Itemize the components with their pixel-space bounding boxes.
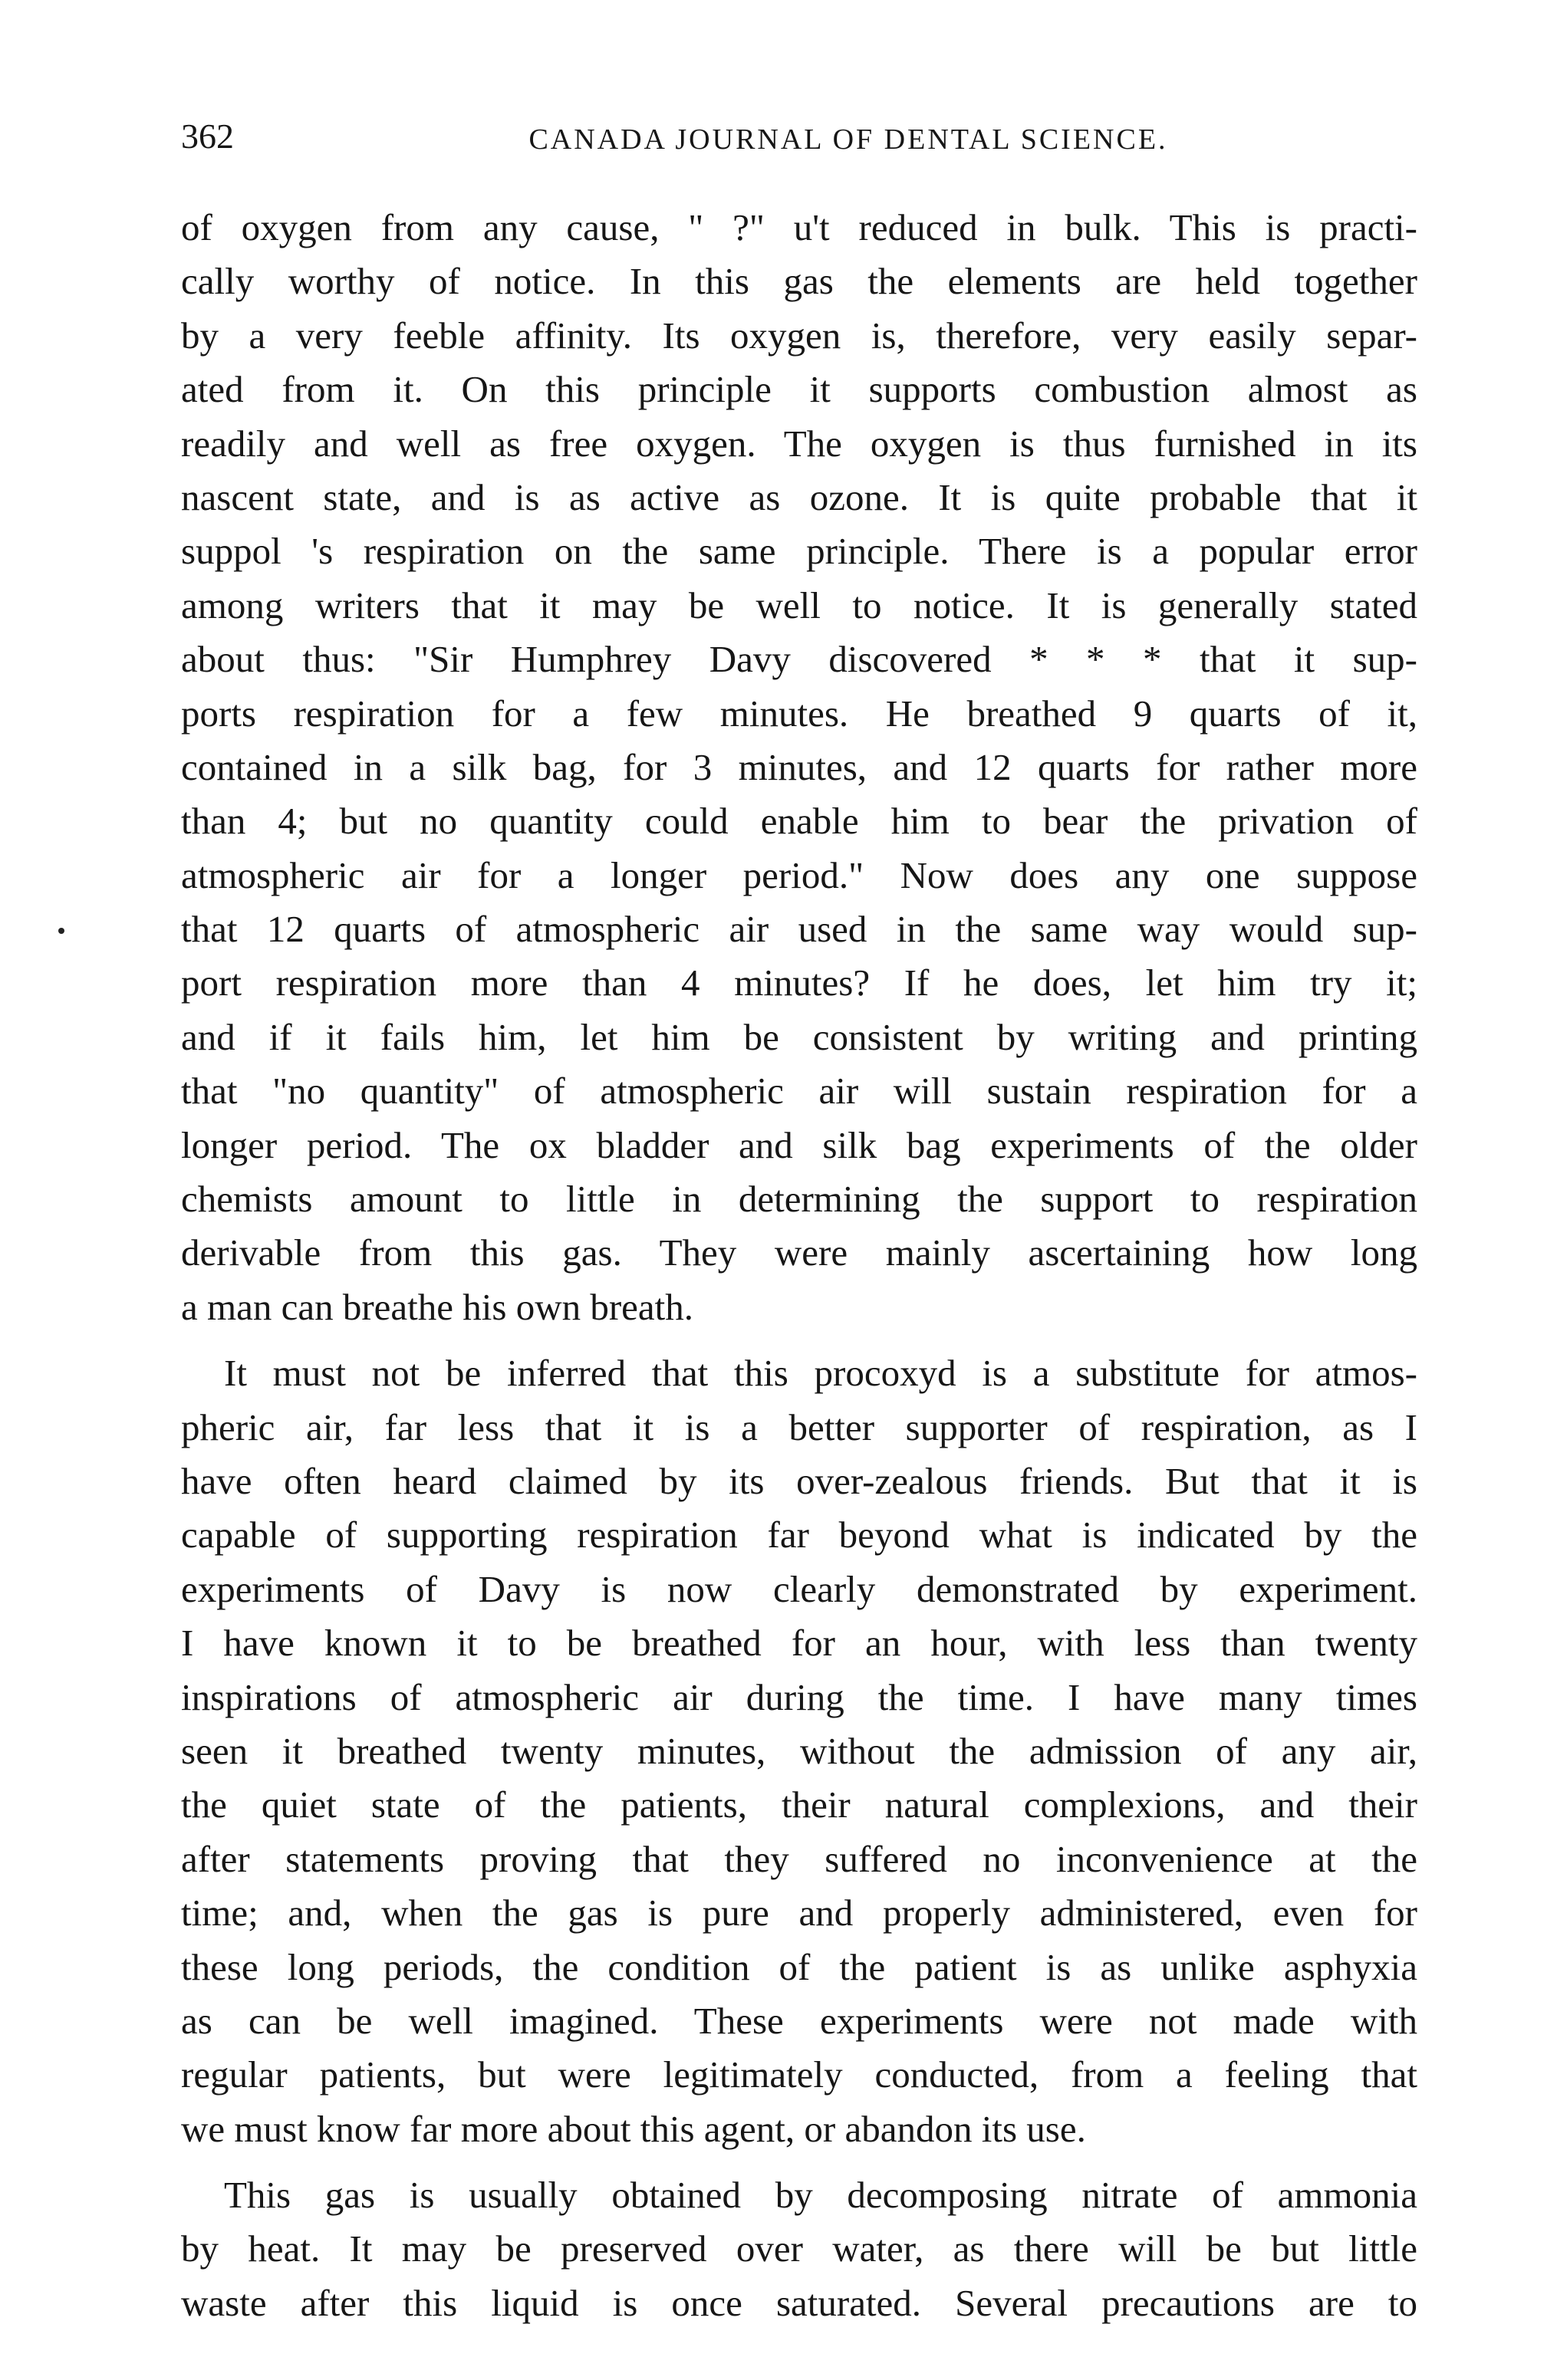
text-line: cally worthy of notice. In this gas the elements are held together xyxy=(181,260,1417,303)
text-line: by heat. It may be preserved over water, as there will be but little xyxy=(181,2227,1417,2270)
paragraph-1 xyxy=(181,201,1417,1334)
margin-mark xyxy=(58,928,64,934)
text-line: pheric air, far less that it is a better supporter of respiration, as I xyxy=(181,1405,1417,1448)
text-line: these long periods, the condition of the patient is as unlike asphyxia xyxy=(181,1945,1417,1988)
text-line: port respiration more than 4 minutes? If he does, let him try it; xyxy=(181,962,1417,1004)
text-line: as can be well imagined. These experiments were not made with xyxy=(181,1999,1417,2042)
text-line: than 4; but no quantity could enable him to bear the privation of xyxy=(181,800,1417,843)
text-line: about thus: "Sir Humphrey Davy discovered * * * that it sup- xyxy=(181,638,1417,681)
body-text xyxy=(181,201,1417,2330)
journal-title: CANADA JOURNAL OF DENTAL SCIENCE. xyxy=(528,123,1168,156)
text-line: I have known it to be breathed for an hour, with less than twenty xyxy=(181,1622,1417,1665)
text-line: suppol 's respiration on the same principle. There is a popular error xyxy=(181,530,1417,573)
text-line: chemists amount to little in determining the support to respiration xyxy=(181,1178,1417,1221)
text-line: capable of supporting respiration far beyond what is indicated by the xyxy=(181,1514,1417,1557)
text-line: among writers that it may be well to notice. It is generally stated xyxy=(181,583,1417,626)
text-line: experiments of Davy is now clearly demonstrated by experiment. xyxy=(181,1567,1417,1610)
text-line: derivable from this gas. They were mainly ascertaining how long xyxy=(181,1231,1417,1274)
text-line: ated from it. On this principle it supports combustion almost as xyxy=(181,368,1417,411)
text-line: a man can breathe his own breath. xyxy=(181,1285,694,1328)
text-line: contained in a silk bag, for 3 minutes, and 12 quarts for rather more xyxy=(181,745,1417,788)
text-line: It must not be inferred that this procoxyd is a substitute for atmos- xyxy=(224,1352,1417,1395)
text-line: atmospheric air for a longer period." Now does any one suppose xyxy=(181,853,1417,896)
text-line: This gas is usually obtained by decomposing nitrate of ammonia xyxy=(224,2174,1417,2217)
text-line: regular patients, but were legitimately conducted, from a feeling that xyxy=(181,2053,1417,2096)
text-line: the quiet state of the patients, their natural complexions, and their xyxy=(181,1783,1417,1826)
text-line: longer period. The ox bladder and silk bag experiments of the older xyxy=(181,1123,1417,1166)
paragraph-2 xyxy=(181,1346,1417,2156)
text-line: after statements proving that they suffered no inconvenience at the xyxy=(181,1837,1417,1880)
paragraph-3 xyxy=(181,2168,1417,2330)
text-line: readily and well as free oxygen. The oxygen is thus furnished in its xyxy=(181,422,1417,465)
text-line: time; and, when the gas is pure and properly administered, even for xyxy=(181,1892,1417,1935)
text-line: seen it breathed twenty minutes, without the admission of any air, xyxy=(181,1729,1417,1772)
text-line: of oxygen from any cause, " ?" u't reduced in bulk. This is practi- xyxy=(181,206,1417,248)
text-line: that "no quantity" of atmospheric air will sustain respiration for a xyxy=(181,1070,1417,1113)
text-line: nascent state, and is as active as ozone. It is quite probable that it xyxy=(181,475,1417,518)
running-head xyxy=(181,113,1417,159)
text-line: and if it fails him, let him be consistent by writing and printing xyxy=(181,1015,1417,1058)
text-line: inspirations of atmospheric air during the time. I have many times xyxy=(181,1675,1417,1718)
text-line: by a very feeble affinity. Its oxygen is, therefore, very easily separ- xyxy=(181,314,1417,357)
text-line: waste after this liquid is once saturated. Several precautions are to xyxy=(181,2281,1417,2324)
page-number: 362 xyxy=(181,117,234,156)
text-line: ports respiration for a few minutes. He breathed 9 quarts of it, xyxy=(181,692,1417,735)
text-line: that 12 quarts of atmospheric air used in the same way would sup- xyxy=(181,908,1417,951)
text-line: have often heard claimed by its over-zealous friends. But that it is xyxy=(181,1459,1417,1502)
text-line: we must know far more about this agent, or abandon its use. xyxy=(181,2107,1086,2150)
